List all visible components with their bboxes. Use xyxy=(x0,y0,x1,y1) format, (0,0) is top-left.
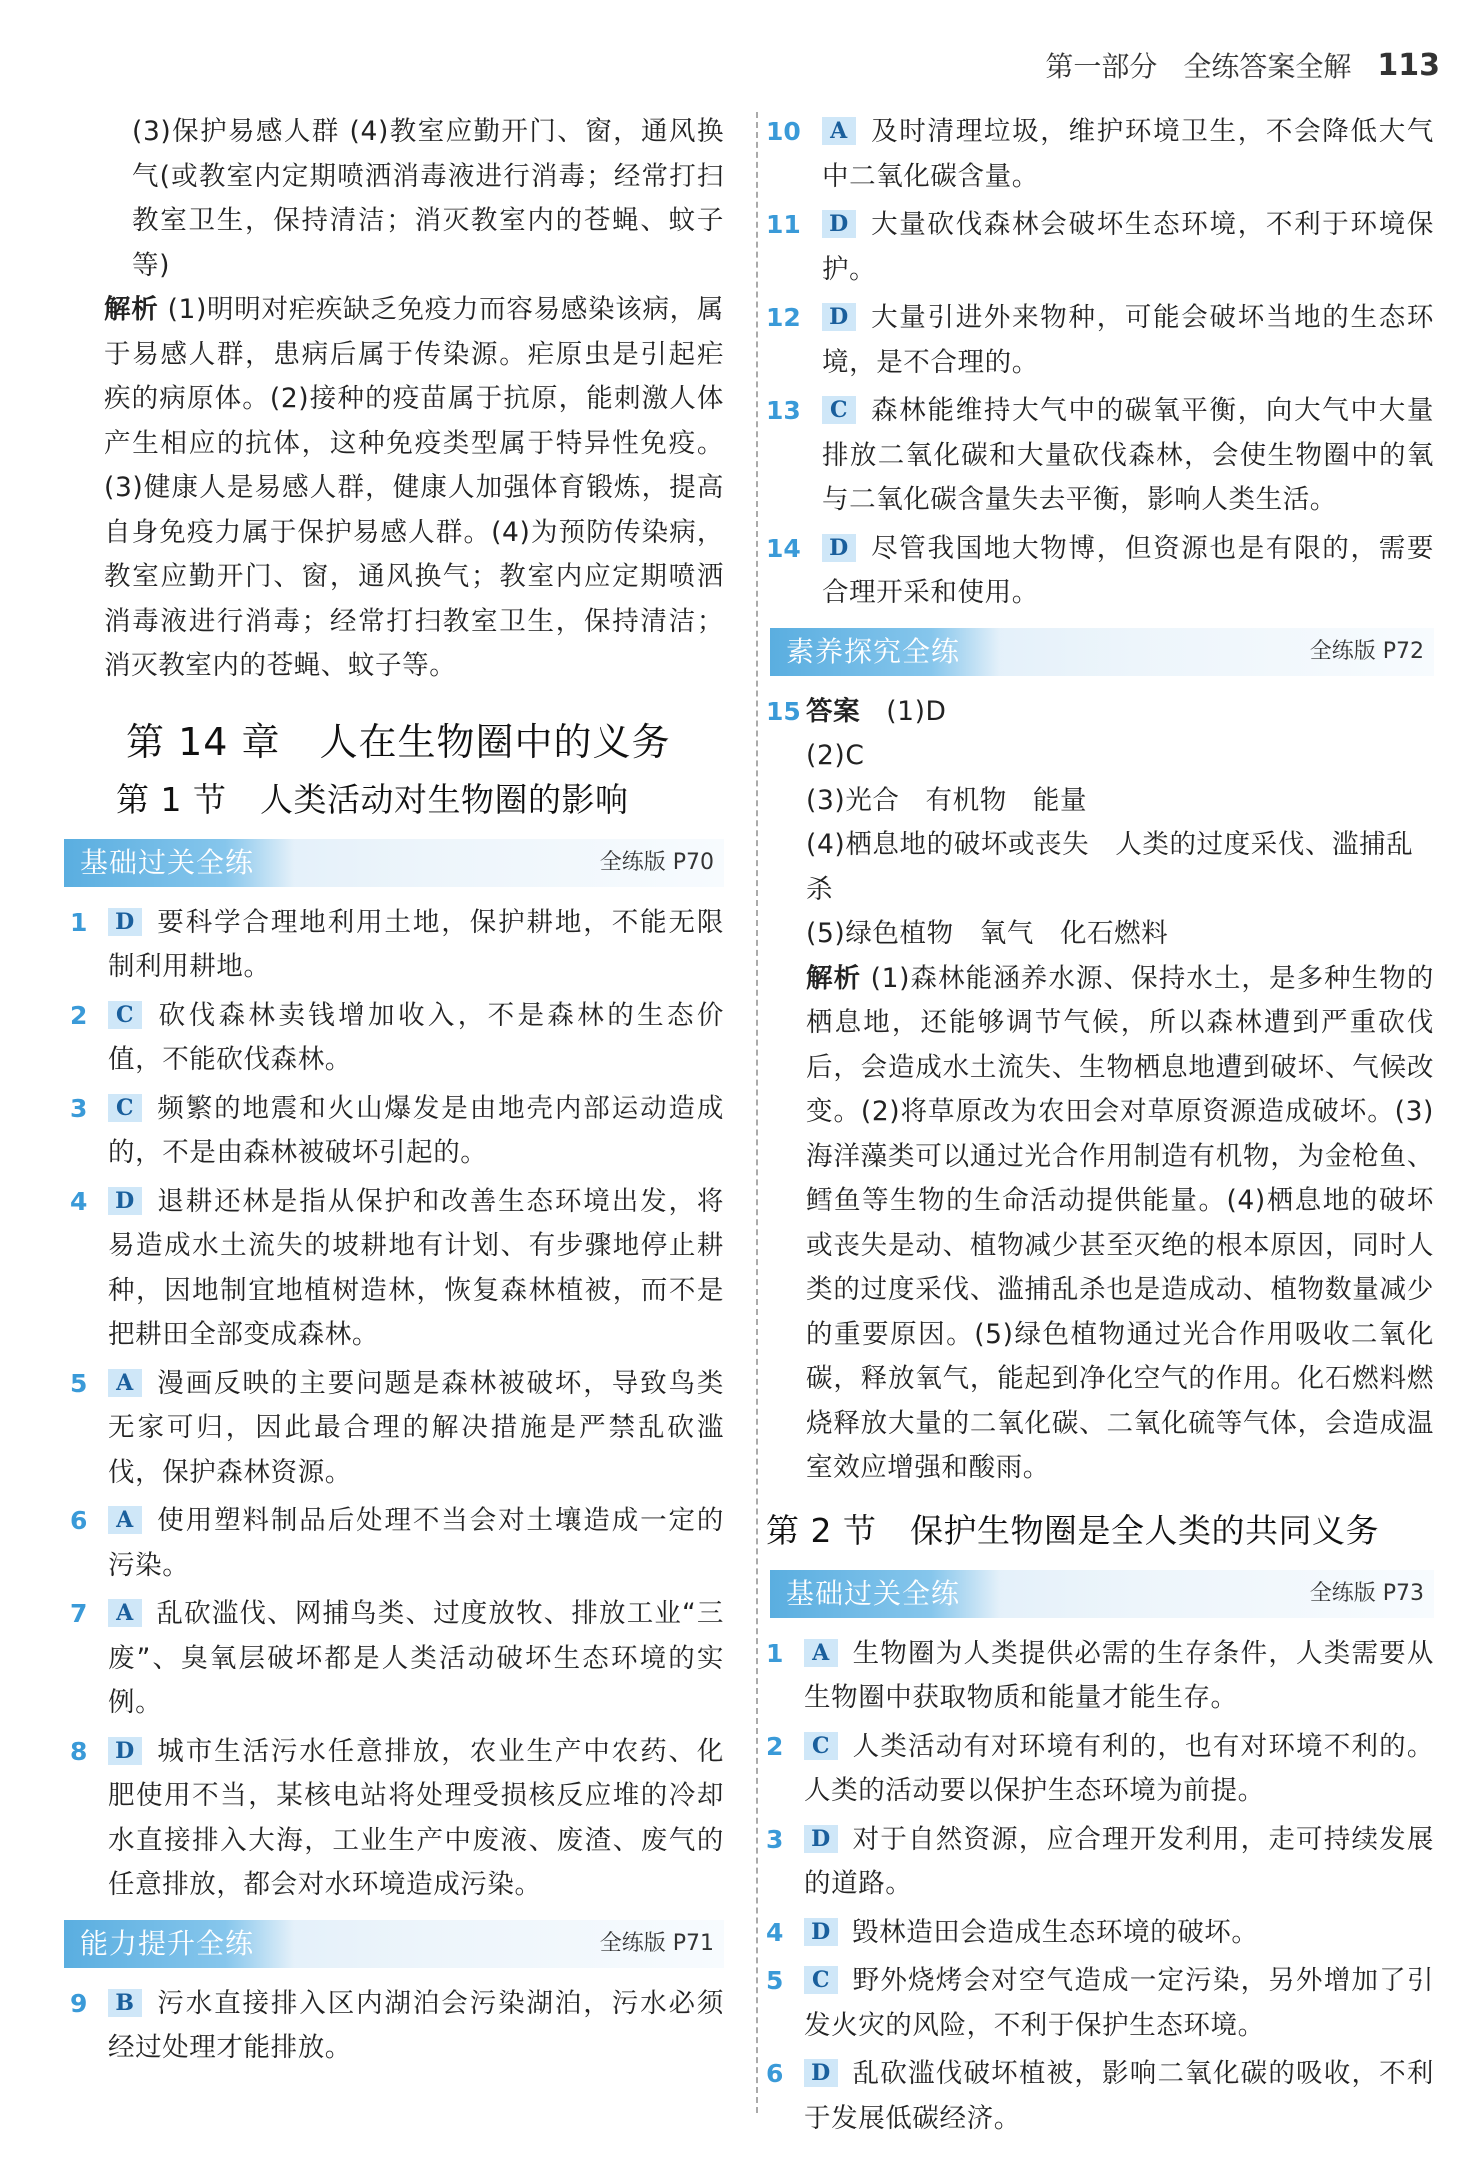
question-explanation: 漫画反映的主要问题是森林被破坏，导致鸟类无家可归，因此最合理的解决措施是严禁乱砍滥伐，保护森林资源。 xyxy=(108,1367,724,1488)
question-number: 2 xyxy=(70,1000,88,1030)
answer-badge: C xyxy=(804,1732,838,1760)
question-number: 6 xyxy=(70,1506,88,1535)
question-explanation: 乱砍滥伐破坏植被，影响二氧化碳的吸收，不利于发展低碳经济。 xyxy=(804,2058,1434,2134)
intro-analysis: (1)明明对疟疾缺乏免疫力而容易感染该病，属于易感人群，患病后属于传染源。疟原虫是引起疟疾的病原体。(2)接种的疫苗属于抗原，能刺激人体产生相应的抗体，这种免疫类型属于特异性免疫。(3)健康人是易感人群，健康人加强体育锻炼，提高自身免疫力属于保护易感人群。(4)为预防传染病，教室应勤开门、窗，通风换气；教室内应定期喷洒消毒液进行消毒；经常打扫教室卫生，保持清洁；消灭教室内的苍蝇、蚊子等。 xyxy=(104,294,724,681)
question-number: 2 xyxy=(766,1731,784,1761)
answer-badge: A xyxy=(108,1506,142,1534)
band-ref: 全练版 P71 xyxy=(599,1930,714,1956)
band-ref: 全练版 P72 xyxy=(1309,638,1424,664)
question-item xyxy=(70,1982,724,2071)
question-number: 13 xyxy=(766,396,801,425)
question-item xyxy=(766,1818,1434,1907)
left-column xyxy=(70,110,724,2075)
answer-line-1 xyxy=(806,690,1434,735)
page-number: 113 xyxy=(1377,47,1440,83)
intro-analysis-paragraph xyxy=(104,288,724,689)
column-divider xyxy=(756,112,758,2113)
answer-badge: C xyxy=(822,396,856,424)
analysis-label: 解析 xyxy=(104,294,159,325)
question-item xyxy=(766,1725,1434,1814)
question-number: 8 xyxy=(70,1736,88,1766)
question-explanation: 污水直接排入区内湖泊会污染湖泊，污水必须经过处理才能排放。 xyxy=(108,1987,724,2063)
question-number: 5 xyxy=(766,1966,784,1995)
chapter-title: 第 14 章 人在生物圈中的义务 xyxy=(126,719,671,764)
question-item xyxy=(766,1911,1434,1956)
question-number: 14 xyxy=(766,533,801,563)
question-number: 4 xyxy=(70,1186,88,1216)
band-ref: 全练版 P70 xyxy=(599,849,714,875)
answer-part-4b: 人类的过度采伐、滥捕乱杀 xyxy=(806,829,1414,905)
header-part: 第一部分 xyxy=(1045,50,1158,83)
answer-badge: D xyxy=(822,534,856,562)
question-number: 15 xyxy=(766,696,801,726)
answer-line-3 xyxy=(806,779,1434,824)
q15-analysis: (1)森林能涵养水源、保持水土，是多种生物的栖息地，还能够调节气候，所以森林遭到严重砍伐后，会造成水土流失、生物栖息地遭到破坏、气候改变。(2)将草原改为农田会对草原资源造成破坏。(3)海洋藻类可以通过光合作用制造有机物，为金枪鱼、鳕鱼等生物的生命活动提供能量。(4)栖息地的破坏或丧失是动、植物减少甚至灭绝的根本原因，同时人类的过度采伐、滥捕乱杀也是造成动、植物数量减少的重要原因。(5)绿色植物通过光合作用吸收二氧化碳，释放氧气，能起到净化空气的作用。化石燃料燃烧释放大量的二氧化碳、二氧化硫等气体，会造成温室效应增强和酸雨。 xyxy=(806,962,1434,1483)
question-number: 12 xyxy=(766,303,801,332)
question-item xyxy=(766,389,1434,523)
band-ref: 全练版 P73 xyxy=(1309,1580,1424,1606)
question-number: 11 xyxy=(766,210,801,239)
question-explanation: 城市生活污水任意排放，农业生产中农药、化肥使用不当，某核电站将处理受损核反应堆的冷却水直接排入大海，工业生产中废液、废渣、废气的任意排放，都会对水环境造成污染。 xyxy=(108,1735,724,1900)
section-band-inquiry xyxy=(770,628,1434,676)
band-label: 基础过关全练 xyxy=(770,1570,1000,1618)
question-item xyxy=(70,1592,724,1726)
question-explanation: 大量引进外来物种，可能会破坏当地的生态环境，是不合理的。 xyxy=(822,302,1434,378)
question-item xyxy=(70,1087,724,1176)
question-number: 3 xyxy=(70,1093,88,1123)
band-label: 基础过关全练 xyxy=(64,839,294,887)
answer-part-3a: (3)光合 xyxy=(806,784,900,816)
question-explanation: 频繁的地震和火山爆发是由地壳内部运动造成的，不是由森林被破坏引起的。 xyxy=(108,1092,724,1168)
question-item xyxy=(766,203,1434,292)
question-number: 7 xyxy=(70,1599,88,1628)
question-item xyxy=(766,1959,1434,2048)
answer-badge: D xyxy=(804,1918,838,1946)
question-item xyxy=(70,1180,724,1358)
question-item xyxy=(70,1362,724,1496)
right-column xyxy=(766,110,1434,2145)
answer-badge: B xyxy=(108,1989,142,2017)
section-band-basic-2 xyxy=(770,1570,1434,1618)
question-item xyxy=(70,1499,724,1588)
answer-badge: D xyxy=(108,908,142,936)
analysis-label: 解析 xyxy=(806,962,862,994)
question-explanation: 大量砍伐森林会破坏生态环境，不利于环境保护。 xyxy=(822,209,1434,285)
answer-badge: D xyxy=(108,1187,142,1215)
question-15 xyxy=(766,690,1434,1491)
answer-part-4a: (4)栖息地的破坏或丧失 xyxy=(806,829,1090,860)
question-number: 1 xyxy=(766,1638,784,1668)
q15-analysis-paragraph xyxy=(806,957,1434,1491)
question-item xyxy=(70,901,724,990)
question-number: 9 xyxy=(70,1988,88,2018)
question-explanation: 生物圈为人类提供必需的生存条件，人类需要从生物圈中获取物质和能量才能生存。 xyxy=(804,1637,1434,1713)
answer-badge: C xyxy=(804,1966,838,1994)
question-explanation: 森林能维持大气中的碳氧平衡，向大气中大量排放二氧化碳和大量砍伐森林，会使生物圈中的氧与二氧化碳含量失去平衡，影响人类生活。 xyxy=(822,395,1434,515)
question-number: 4 xyxy=(766,1917,784,1947)
answer-line-4 xyxy=(806,823,1434,912)
answer-badge: A xyxy=(108,1599,142,1627)
question-explanation: 对于自然资源，应合理开发利用，走可持续发展的道路。 xyxy=(804,1823,1434,1899)
question-explanation: 尽管我国地大物博，但资源也是有限的，需要合理开采和使用。 xyxy=(822,532,1434,608)
question-item xyxy=(766,1632,1434,1721)
question-number: 1 xyxy=(70,907,88,937)
question-number: 3 xyxy=(766,1824,784,1854)
answer-badge: D xyxy=(804,1825,838,1853)
question-explanation: 要科学合理地利用土地，保护耕地，不能无限制利用耕地。 xyxy=(108,906,724,982)
page-header xyxy=(1045,40,1440,90)
answer-part-5a: (5)绿色植物 xyxy=(806,918,954,949)
question-number: 10 xyxy=(766,117,801,146)
band-label: 能力提升全练 xyxy=(64,1920,294,1968)
answer-part-2: (2)C xyxy=(806,740,865,771)
answer-part-5c: 化石燃料 xyxy=(1059,918,1169,949)
question-item xyxy=(70,1730,724,1908)
question-item xyxy=(766,110,1434,199)
question-explanation: 人类活动有对环境有利的，也有对环境不利的。人类的活动要以保护生态环境为前提。 xyxy=(804,1730,1434,1806)
question-item xyxy=(70,994,724,1083)
answer-badge: A xyxy=(804,1639,838,1667)
section-band-basic xyxy=(64,839,724,887)
question-item xyxy=(766,527,1434,616)
question-explanation: 野外烧烤会对空气造成一定污染，另外增加了引发火灾的风险，不利于保护生态环境。 xyxy=(804,1965,1434,2041)
answer-badge: D xyxy=(108,1737,142,1765)
answer-badge: D xyxy=(822,303,856,331)
section-title: 第 1 节 人类活动对生物圈的影响 xyxy=(116,779,629,819)
answer-part-3b: 有机物 xyxy=(925,784,1007,816)
question-list xyxy=(70,901,724,1908)
question-item xyxy=(766,296,1434,385)
question-explanation: 砍伐森林卖钱增加收入，不是森林的生态价值，不能砍伐森林。 xyxy=(108,999,724,1075)
answer-badge: C xyxy=(108,1001,142,1029)
answer-badge: D xyxy=(804,2059,838,2087)
intro-answer: (3)保护易感人群 (4)教室应勤开门、窗，通风换气(或教室内定期喷洒消毒液进行消毒；经常打扫教室卫生，保持清洁；消灭教室内的苍蝇、蚊子等) xyxy=(132,116,724,281)
question-explanation: 及时清理垃圾，维护环境卫生，不会降低大气中二氧化碳含量。 xyxy=(822,116,1434,192)
answer-line-5 xyxy=(806,912,1434,957)
band-label: 素养探究全练 xyxy=(770,628,1000,676)
answer-badge: D xyxy=(822,210,856,238)
question-explanation: 毁林造田会造成生态环境的破坏。 xyxy=(852,1916,1259,1948)
section-2-title: 第 2 节 保护生物圈是全人类的共同义务 xyxy=(766,1510,1379,1550)
question-explanation: 退耕还林是指从保护和改善生态环境出发，将易造成水土流失的坡耕地有计划、有步骤地停止耕种，因地制宜地植树造林，恢复森林植被，而不是把耕田全部变成森林。 xyxy=(108,1185,724,1350)
header-title: 全练答案全解 xyxy=(1183,50,1352,83)
question-explanation: 使用塑料制品后处理不当会对土壤造成一定的污染。 xyxy=(108,1505,724,1581)
section-band-ability xyxy=(64,1920,724,1968)
answer-label: 答案 xyxy=(806,695,861,727)
answer-badge: A xyxy=(822,117,856,145)
answer-badge: C xyxy=(108,1094,142,1122)
answer-part-1: (1)D xyxy=(886,695,947,727)
answer-part-3c: 能量 xyxy=(1032,784,1088,816)
question-number: 6 xyxy=(766,2059,784,2088)
answer-part-5b: 氧气 xyxy=(979,918,1034,949)
question-item xyxy=(766,2052,1434,2141)
answer-badge: A xyxy=(108,1369,142,1397)
question-number: 5 xyxy=(70,1368,88,1398)
question-explanation: 乱砍滥伐、网捕鸟类、过度放牧、排放工业“三废”、臭氧层破坏都是人类活动破坏生态环境的实例。 xyxy=(108,1598,724,1718)
